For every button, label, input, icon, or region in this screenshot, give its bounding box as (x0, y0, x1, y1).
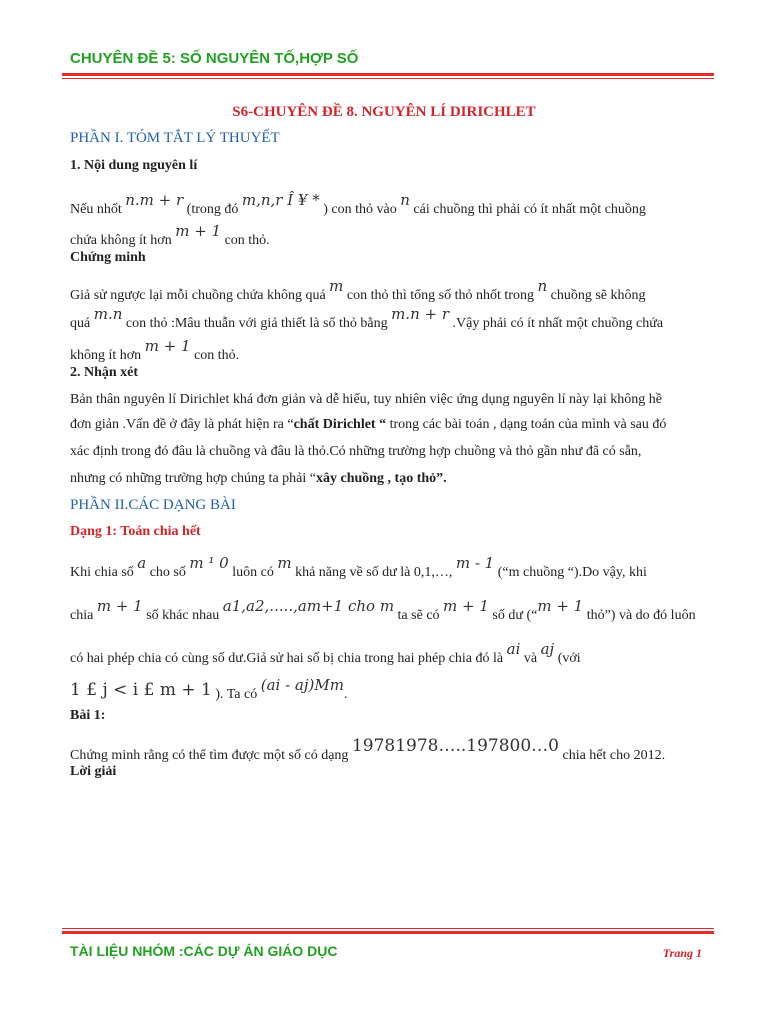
math-a: a (137, 554, 147, 572)
math-m-plus-1: m + 1 (443, 597, 489, 615)
text: (với (557, 651, 581, 666)
document-title: S6-CHUYÊN ĐỀ 8. NGUYÊN LÍ DIRICHLET (232, 104, 536, 120)
text: .Vậy phải có ít nhất một chuồng chứa (452, 316, 664, 331)
text: số khác nhau (146, 608, 220, 623)
paragraph-remark-line-1: Bản thân nguyên lí Dirichlet khá đơn giản và dễ hiểu, tuy nhiên việc ứng dụng nguyên lí này lại không hề (70, 392, 662, 407)
text: Chứng minh rằng có thể tìm được một số có dạng (70, 748, 349, 763)
solution-heading: Lời giải (70, 764, 117, 779)
math-m: m (277, 554, 292, 572)
text: nhưng có những trường hợp chúng ta phải “ (70, 471, 316, 486)
math-number-form: 19781978…..197800…0 (351, 736, 559, 756)
math-m-plus-1: m + 1 (175, 222, 222, 240)
math-m-plus-1: m + 1 (144, 337, 191, 355)
text: chuồng sẽ không (550, 288, 646, 303)
paragraph-remark-line-4 (70, 471, 447, 487)
math-sequence: a1,a2,.....,am+1 cho m (222, 597, 395, 615)
math-mn-plus-r: m.n + r (391, 305, 450, 323)
paragraph-proof-line-2 (70, 305, 663, 332)
part-1-heading: PHẦN I. TÓM TẮT LÝ THUYẾT (70, 130, 280, 146)
paragraph-principle-line-2 (70, 222, 270, 249)
header-title: CHUYÊN ĐỀ 5: SỐ NGUYÊN TỐ,HỢP SỐ (70, 50, 359, 67)
heading-remark: 2. Nhận xét (70, 365, 139, 380)
math-inequality: 1 £ j < i £ m + 1 (70, 680, 212, 700)
text: ). Ta có (215, 687, 258, 702)
math-n: n (400, 191, 410, 209)
paragraph-proof-line-3 (70, 337, 239, 364)
paragraph-remark-line-3: xác định trong đó đâu là chuồng và đâu là thỏ.Có những trường hợp chuồng và thỏ gần như đã có sẵn, (70, 444, 642, 459)
text: Giả sử ngược lại mỗi chuồng chứa không quá (70, 288, 326, 303)
math-condition: m,n,r Î ¥ * (241, 191, 320, 209)
paragraph-remark-line-2 (70, 417, 666, 433)
paragraph-type1-line-1 (70, 554, 647, 581)
text: cho số (149, 565, 186, 580)
paragraph-type1-line-3 (70, 640, 581, 667)
text: chia hết cho 2012. (562, 748, 666, 763)
text: cái chuồng thì phải có ít nhất một chuồng (413, 202, 646, 217)
text: ta sẽ có (397, 608, 440, 623)
text: khả năng về số dư là 0,1,…, (295, 565, 453, 580)
math-mn: m.n (93, 305, 123, 323)
text: con thỏ. (224, 233, 270, 248)
text: ) con thỏ vào (323, 202, 397, 217)
page-number: Trang 1 (662, 946, 702, 960)
header-rule-thin (62, 78, 714, 79)
footer-rule-thick (62, 931, 714, 934)
text: (“m chuồng “).Do vậy, khi (497, 565, 647, 580)
text: số dư (“ (492, 608, 538, 623)
text: và (523, 651, 538, 666)
math-divisibility: (ai - aj)Mm (260, 676, 344, 694)
math-m-minus-1: m - 1 (455, 554, 495, 572)
text: quá (70, 316, 91, 331)
text: trong các bài toán , dạng toán của mình và sau đó (389, 417, 667, 432)
footer-text: TÀI LIỆU NHÓM :CÁC DỰ ÁN GIÁO DỤC (70, 943, 338, 959)
math-aj: aj (540, 640, 555, 658)
text: chia (70, 608, 94, 623)
paragraph-type1-line-2 (70, 597, 696, 624)
heading-principle: 1. Nội dung nguyên lí (70, 158, 198, 173)
type-1-heading: Dạng 1: Toán chia hết (70, 524, 201, 539)
math-m-plus-1: m + 1 (96, 597, 143, 615)
text: chứa không ít hơn (70, 233, 172, 248)
text: không ít hơn (70, 348, 142, 363)
part-2-heading: PHẦN II.CÁC DẠNG BÀI (70, 497, 236, 513)
paragraph-proof-line-1 (70, 277, 646, 304)
exercise-1-heading: Bài 1: (70, 708, 106, 723)
text: đơn giản .Vấn đề ở đây là phát hiện ra “ (70, 417, 294, 432)
text: con thỏ. (194, 348, 240, 363)
text: (trong đó (186, 202, 239, 217)
bold-text: xây chuồng , tạo thỏ”. (315, 471, 447, 486)
exercise-1-statement (70, 736, 665, 764)
header-rule-thick (62, 73, 714, 76)
text: con thỏ :Mâu thuẫn với giả thiết là số thỏ bằng (125, 316, 388, 331)
math-nm-plus-r: n.m + r (125, 191, 184, 209)
paragraph-principle-line-1 (70, 191, 646, 218)
text: luôn có (232, 565, 274, 580)
math-n: n (537, 277, 548, 295)
heading-proof: Chứng minh (70, 250, 146, 265)
text: có hai phép chia có cùng số dư.Giả sử hai số bị chia trong hai phép chia đó là (70, 651, 504, 666)
paragraph-type1-line-4 (70, 676, 347, 703)
math-ai: ai (506, 640, 521, 658)
text: Khi chia số (70, 565, 134, 580)
math-m-plus-1: m + 1 (537, 597, 584, 615)
bold-text: chất Dirichlet “ (293, 417, 387, 432)
text: con thỏ thì tổng số thỏ nhốt trong (346, 288, 534, 303)
text: thỏ”) và do đó luôn (586, 608, 696, 623)
text: Nếu nhốt (70, 202, 122, 217)
text: . (343, 687, 348, 702)
footer-rule-thin (62, 928, 714, 929)
math-m: m (329, 277, 344, 295)
math-m-not-zero: m ¹ 0 (189, 554, 229, 572)
